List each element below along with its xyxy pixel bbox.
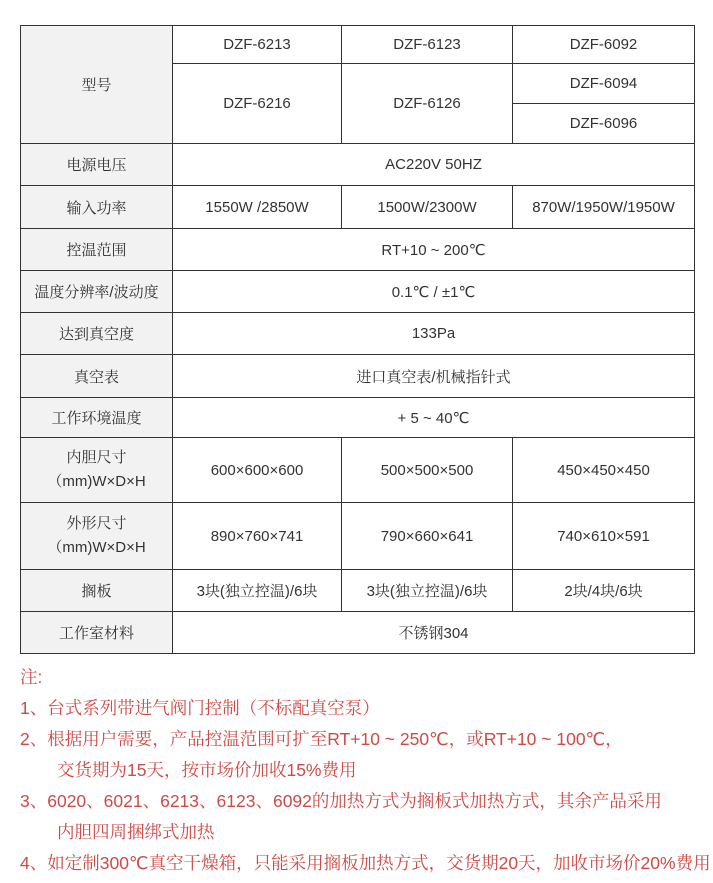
row-label-shelves: 搁板 xyxy=(21,570,173,612)
value-cell: 进口真空表/机械指针式 xyxy=(173,355,695,398)
note-item-2 xyxy=(20,724,696,786)
value-cell: 不锈钢304 xyxy=(173,612,695,654)
value-cell: 870W/1950W/1950W xyxy=(513,186,695,229)
table-row xyxy=(21,26,695,64)
row-label-inner-size xyxy=(21,438,173,503)
inner-size-label-line1: 内胆尺寸 xyxy=(66,449,127,466)
value-cell: + 5 ~ 40℃ xyxy=(173,398,695,438)
spec-table xyxy=(20,25,695,654)
value-cell: 740×610×591 xyxy=(513,503,695,570)
value-cell: RT+10 ~ 200℃ xyxy=(173,229,695,271)
note-line: 内胆四周捆绑式加热 xyxy=(57,822,215,842)
table-row xyxy=(21,186,695,229)
row-label-vacuum-gauge: 真空表 xyxy=(21,355,173,398)
value-cell: 890×760×741 xyxy=(173,503,342,570)
outer-size-label-line2: （mm)W×D×H xyxy=(47,539,146,556)
model-cell: DZF-6094 xyxy=(513,64,695,104)
row-label-model: 型号 xyxy=(21,26,173,144)
note-line: 1、台式系列带进气阀门控制（不标配真空泵） xyxy=(20,698,380,718)
value-cell: 600×600×600 xyxy=(173,438,342,503)
notes-title: 注: xyxy=(20,667,43,687)
row-label-vacuum-degree: 达到真空度 xyxy=(21,313,173,355)
note-item-1 xyxy=(20,693,696,724)
model-cell: DZF-6126 xyxy=(342,64,513,144)
row-label-material: 工作室材料 xyxy=(21,612,173,654)
table-row xyxy=(21,612,695,654)
row-label-temp-range: 控温范围 xyxy=(21,229,173,271)
table-row xyxy=(21,398,695,438)
row-label-input-power: 输入功率 xyxy=(21,186,173,229)
value-cell: 3块(独立控温)/6块 xyxy=(173,570,342,612)
table-row xyxy=(21,503,695,570)
model-cell: DZF-6123 xyxy=(342,26,513,64)
value-cell: 450×450×450 xyxy=(513,438,695,503)
value-cell: 790×660×641 xyxy=(342,503,513,570)
note-line: 3、6020、6021、6213、6123、6092的加热方式为搁板式加热方式，其余产品采用 xyxy=(20,791,662,811)
note-line: 4、如定制300℃真空干燥箱，只能采用搁板加热方式，交货期20天，加收市场价20%费用 xyxy=(20,853,711,873)
row-label-resolution: 温度分辨率/波动度 xyxy=(21,271,173,313)
value-cell: 1550W /2850W xyxy=(173,186,342,229)
row-label-outer-size xyxy=(21,503,173,570)
table-row xyxy=(21,144,695,186)
note-line: 交货期为15天，按市场价加收15%费用 xyxy=(57,760,357,780)
outer-size-label-line1: 外形尺寸 xyxy=(66,515,127,532)
value-cell: 1500W/2300W xyxy=(342,186,513,229)
note-item-3 xyxy=(20,786,696,848)
model-cell: DZF-6096 xyxy=(513,104,695,144)
table-row xyxy=(21,438,695,503)
inner-size-label-line2: （mm)W×D×H xyxy=(47,473,146,490)
notes-section xyxy=(20,662,711,879)
value-cell: 2块/4块/6块 xyxy=(513,570,695,612)
table-row xyxy=(21,570,695,612)
note-line: 2、根据用户需要，产品控温范围可扩至RT+10 ~ 250℃，或RT+10 ~ 100℃， xyxy=(20,729,623,749)
model-cell: DZF-6213 xyxy=(173,26,342,64)
value-cell: 133Pa xyxy=(173,313,695,355)
value-cell: 3块(独立控温)/6块 xyxy=(342,570,513,612)
row-label-power-voltage: 电源电压 xyxy=(21,144,173,186)
value-cell: 500×500×500 xyxy=(342,438,513,503)
note-item-4 xyxy=(20,848,711,879)
table-row xyxy=(21,313,695,355)
model-cell: DZF-6216 xyxy=(173,64,342,144)
model-cell: DZF-6092 xyxy=(513,26,695,64)
table-row xyxy=(21,355,695,398)
value-cell: AC220V 50HZ xyxy=(173,144,695,186)
row-label-ambient-temp: 工作环境温度 xyxy=(21,398,173,438)
table-row xyxy=(21,271,695,313)
value-cell: 0.1℃ / ±1℃ xyxy=(173,271,695,313)
table-row xyxy=(21,229,695,271)
